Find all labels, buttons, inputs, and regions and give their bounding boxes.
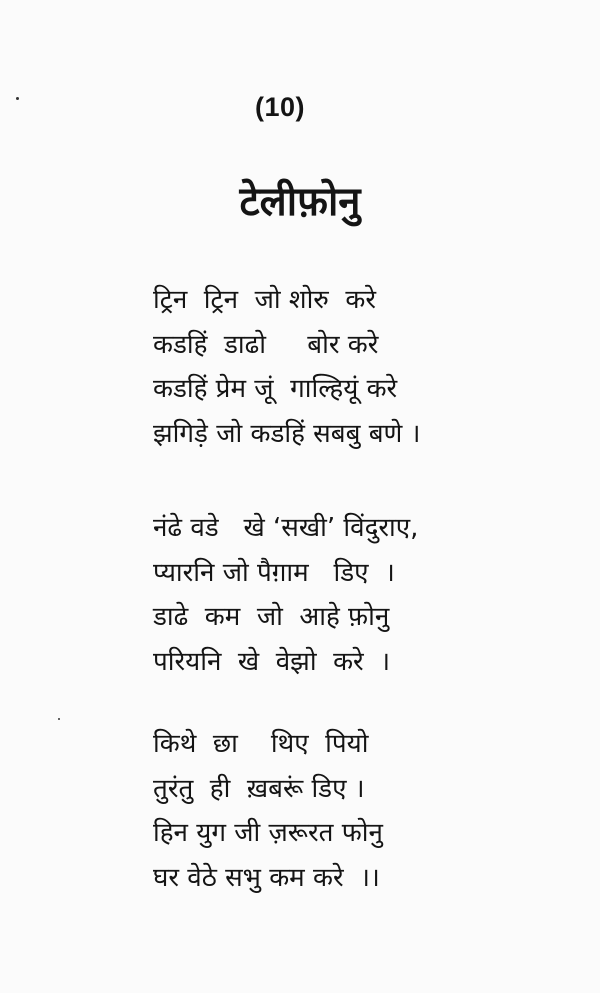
poem-title: टेलीफ़ोनु [239, 179, 361, 225]
stanza-1 [153, 278, 593, 456]
stanza-3 [153, 722, 593, 900]
poem-line: ट्रिन ट्रिन जो शोरु करे [153, 285, 376, 315]
poem-line: परियनि खे वेझो करे । [153, 646, 391, 677]
poem-line: हिन युग जी ज़रूरत फोनु [153, 818, 383, 848]
page-number: (10) [254, 92, 305, 122]
poem-line: तुरंतु ही ख़बरूं डिए । [153, 773, 365, 804]
page-speck [58, 718, 60, 720]
poem-line: किथे छा थिए पियो [153, 729, 369, 759]
poem-line: कडहिं डाढो बोर करे [153, 329, 379, 360]
poem-line: कडहिं प्रेम जूं गाल्हियूं करे [153, 374, 398, 404]
poem-line: झगिड़े जो कडहिं सबबु बणे । [153, 418, 421, 449]
poem-line: नंढे वडे खे ‘सखी’ विंदुराए, [153, 513, 419, 543]
poem-line: घर वेठे सभु कम करे ।। [153, 862, 380, 893]
poem-line: डाढे कम जो आहे फ़ोनु [153, 602, 390, 632]
poem-line: प्यारनि जो पैग़ाम डिए । [153, 557, 395, 588]
stanza-2 [153, 506, 593, 684]
